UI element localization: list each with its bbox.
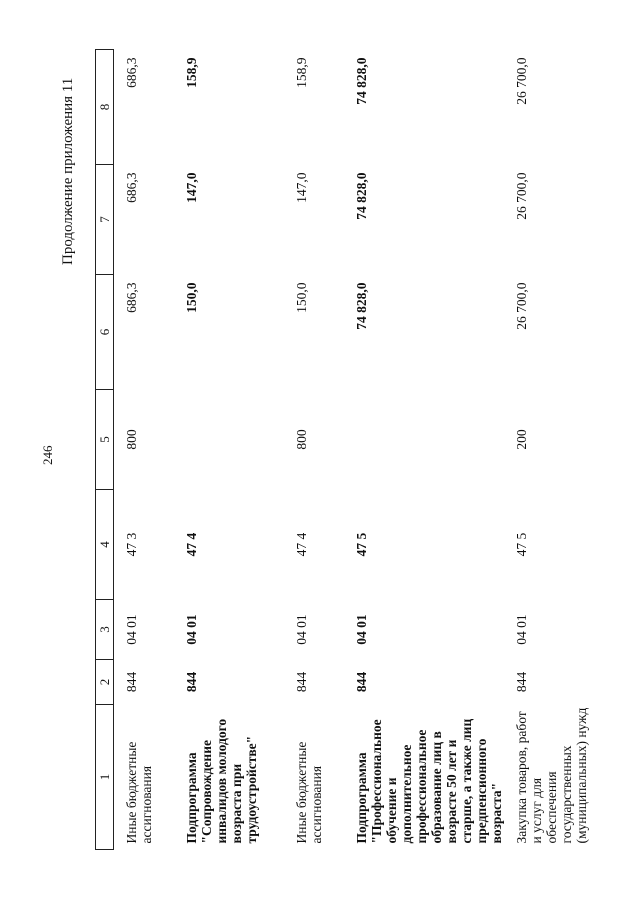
cell-c4: 47 4 xyxy=(184,532,199,557)
cell-c2: 844 xyxy=(124,671,139,693)
cell-c2: 844 xyxy=(294,671,309,693)
cell-c4: 47 5 xyxy=(354,532,369,557)
cell-c3: 04 01 xyxy=(124,614,139,645)
cell-c8: 74 828,0 xyxy=(354,57,369,105)
row-name: Подпрограмма "Сопровождение инвалидов молодого возраста при трудоустройстве" xyxy=(184,718,259,844)
cell-c6: 74 828,0 xyxy=(354,282,369,330)
appendix-caption: Продолжение приложения 11 xyxy=(60,77,76,265)
header-col-1: 1 xyxy=(96,705,114,850)
cell-c5: 200 xyxy=(514,429,529,450)
header-col-4: 4 xyxy=(96,490,114,600)
cell-c5: 800 xyxy=(124,429,139,450)
row-name: Иные бюджетные ассигнования xyxy=(124,741,154,844)
cell-c3: 04 01 xyxy=(294,614,309,645)
cell-c7: 26 700,0 xyxy=(514,172,529,220)
cell-c4: 47 3 xyxy=(124,532,139,557)
cell-c8: 158,9 xyxy=(294,57,309,88)
cell-c6: 686,3 xyxy=(124,282,139,313)
header-col-6: 6 xyxy=(96,275,114,390)
cell-c2: 844 xyxy=(184,671,199,693)
table-row xyxy=(504,50,609,850)
cell-c7: 74 828,0 xyxy=(354,172,369,220)
cell-c3: 04 01 xyxy=(184,614,199,645)
cell-c7: 686,3 xyxy=(124,172,139,203)
header-col-5: 5 xyxy=(96,390,114,490)
cell-c2: 844 xyxy=(354,671,369,693)
header-col-7: 7 xyxy=(96,165,114,275)
cell-c8: 158,9 xyxy=(184,57,199,88)
cell-c4: 47 4 xyxy=(294,532,309,557)
table-row xyxy=(344,50,504,850)
cell-c5 xyxy=(344,390,504,490)
row-name: Подпрограмма "Профессиональное обучение и дополнительное профессиональное образование лиц в возрасте 50 лет и старше, а также лиц предпенсионного возраста" xyxy=(354,718,504,844)
cell-c4: 47 5 xyxy=(514,532,529,557)
cell-c5 xyxy=(174,390,284,490)
cell-c3: 04 01 xyxy=(354,614,369,645)
budget-table xyxy=(95,50,609,850)
header-col-8: 8 xyxy=(96,50,114,165)
table-row xyxy=(174,50,284,850)
cell-c7: 147,0 xyxy=(184,172,199,203)
cell-c8: 686,3 xyxy=(124,57,139,88)
cell-c3: 04 01 xyxy=(514,614,529,645)
cell-c5: 800 xyxy=(294,429,309,450)
table-row xyxy=(284,50,344,850)
row-name: Закупка товаров, работ и услуг для обеспечения государственных (муниципальных) нужд xyxy=(514,707,589,844)
row-name: Иные бюджетные ассигнования xyxy=(294,741,324,844)
cell-c2: 844 xyxy=(514,671,529,693)
header-col-3: 3 xyxy=(96,600,114,660)
cell-c6: 26 700,0 xyxy=(514,282,529,330)
cell-c6: 150,0 xyxy=(294,282,309,313)
header-row xyxy=(96,50,114,850)
cell-c7: 147,0 xyxy=(294,172,309,203)
header-col-2: 2 xyxy=(96,660,114,705)
page-number: 246 xyxy=(40,445,55,465)
cell-c6: 150,0 xyxy=(184,282,199,313)
table-row xyxy=(114,50,175,850)
cell-c8: 26 700,0 xyxy=(514,57,529,105)
